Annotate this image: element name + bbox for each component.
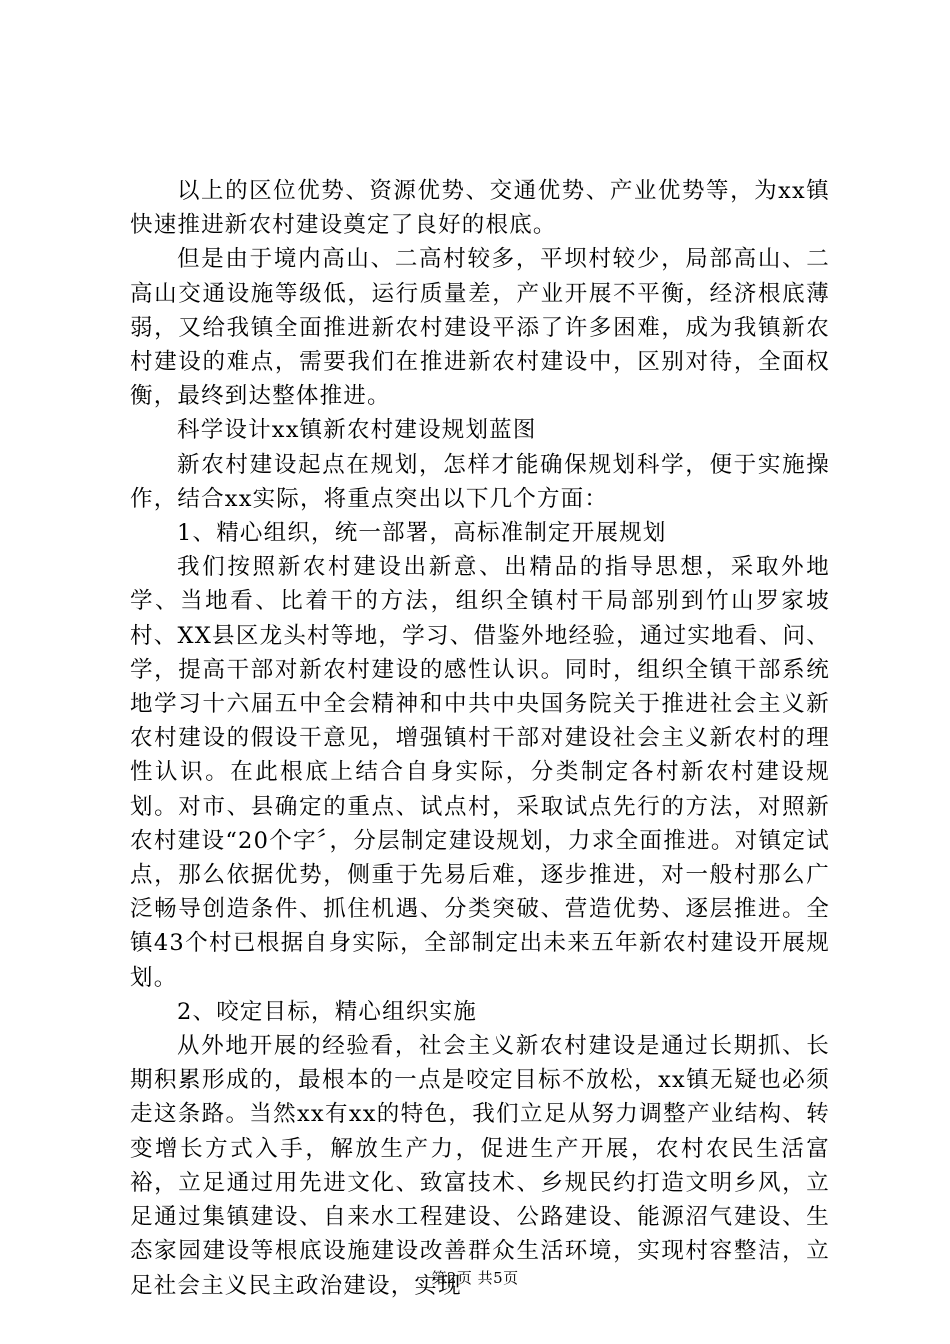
- paragraph-4: 我们按照新农村建设出新意、出精品的指导思想，采取外地学、当地看、比着干的方法，组织全镇村干局部别到竹山罗家坡村、XX县区龙头村等地，学习、借鉴外地经验，通过实地看、问、学，提高干部对新农村建设的感性认识。同时，组织全镇干部系统地学习十六届五中全会精神和中共中央国务院关于推进社会主义新农村建设的假设干意见，增强镇村干部对建设社会主义新农村的理性认识。在此根底上结合自身实际，分类制定各村新农村建设规划。对市、县确定的重点、试点村，采取试点先行的方法，对照新农村建设“20个字〞，分层制定建设规划，力求全面推进。对镇定试点，那么依据优势，侧重于先易后难，逐步推进，对一般村那么广泛畅导创造条件、抓住机遇、分类突破、营造优势、逐层推进。全镇43个村已根据自身实际，全部制定出未来五年新农村建设开展规划。: [130, 554, 830, 991]
- page-number: 第2页 共5页: [431, 1269, 519, 1287]
- document-body: [130, 174, 830, 1303]
- paragraph-2: 但是由于境内高山、二高村较多，平坝村较少，局部高山、二高山交通设施等级低，运行质量差，产业开展不平衡，经济根底薄弱，又给我镇全面推进新农村建设平添了许多困难，成为我镇新农村建设的难点，需要我们在推进新农村建设中，区别对待，全面权衡，最终到达整体推进。: [130, 246, 830, 410]
- paragraph-1: 以上的区位优势、资源优势、交通优势、产业优势等，为xx镇快速推进新农村建设奠定了良好的根底。: [130, 178, 830, 239]
- subheading-1: 1、精心组织，统一部署，高标准制定开展规划: [177, 520, 667, 547]
- paragraph-5: 从外地开展的经验看，社会主义新农村建设是通过长期抓、长期积累形成的，最根本的一点是咬定目标不放松，xx镇无疑也必须走这条路。当然xx有xx的特色，我们立足从努力调整产业结构、转变增长方式入手，解放生产力，促进生产开展，农村农民生活富裕，立足通过用先进文化、致富技术、乡规民约打造文明乡风，立足通过集镇建设、自来水工程建设、公路建设、能源沼气建设、生态家园建设等根底设施建设改善群众生活环境，实现村容整洁，立足社会主义民主政治建设，实现: [130, 1033, 830, 1299]
- subheading-2: 2、咬定目标，精心组织实施: [177, 998, 477, 1025]
- page-footer: [0, 1268, 950, 1288]
- paragraph-3: 新农村建设起点在规划，怎样才能确保规划科学，便于实施操作，结合xx实际，将重点突出以下几个方面：: [130, 451, 830, 512]
- section-heading: 科学设计xx镇新农村建设规划蓝图: [177, 417, 537, 444]
